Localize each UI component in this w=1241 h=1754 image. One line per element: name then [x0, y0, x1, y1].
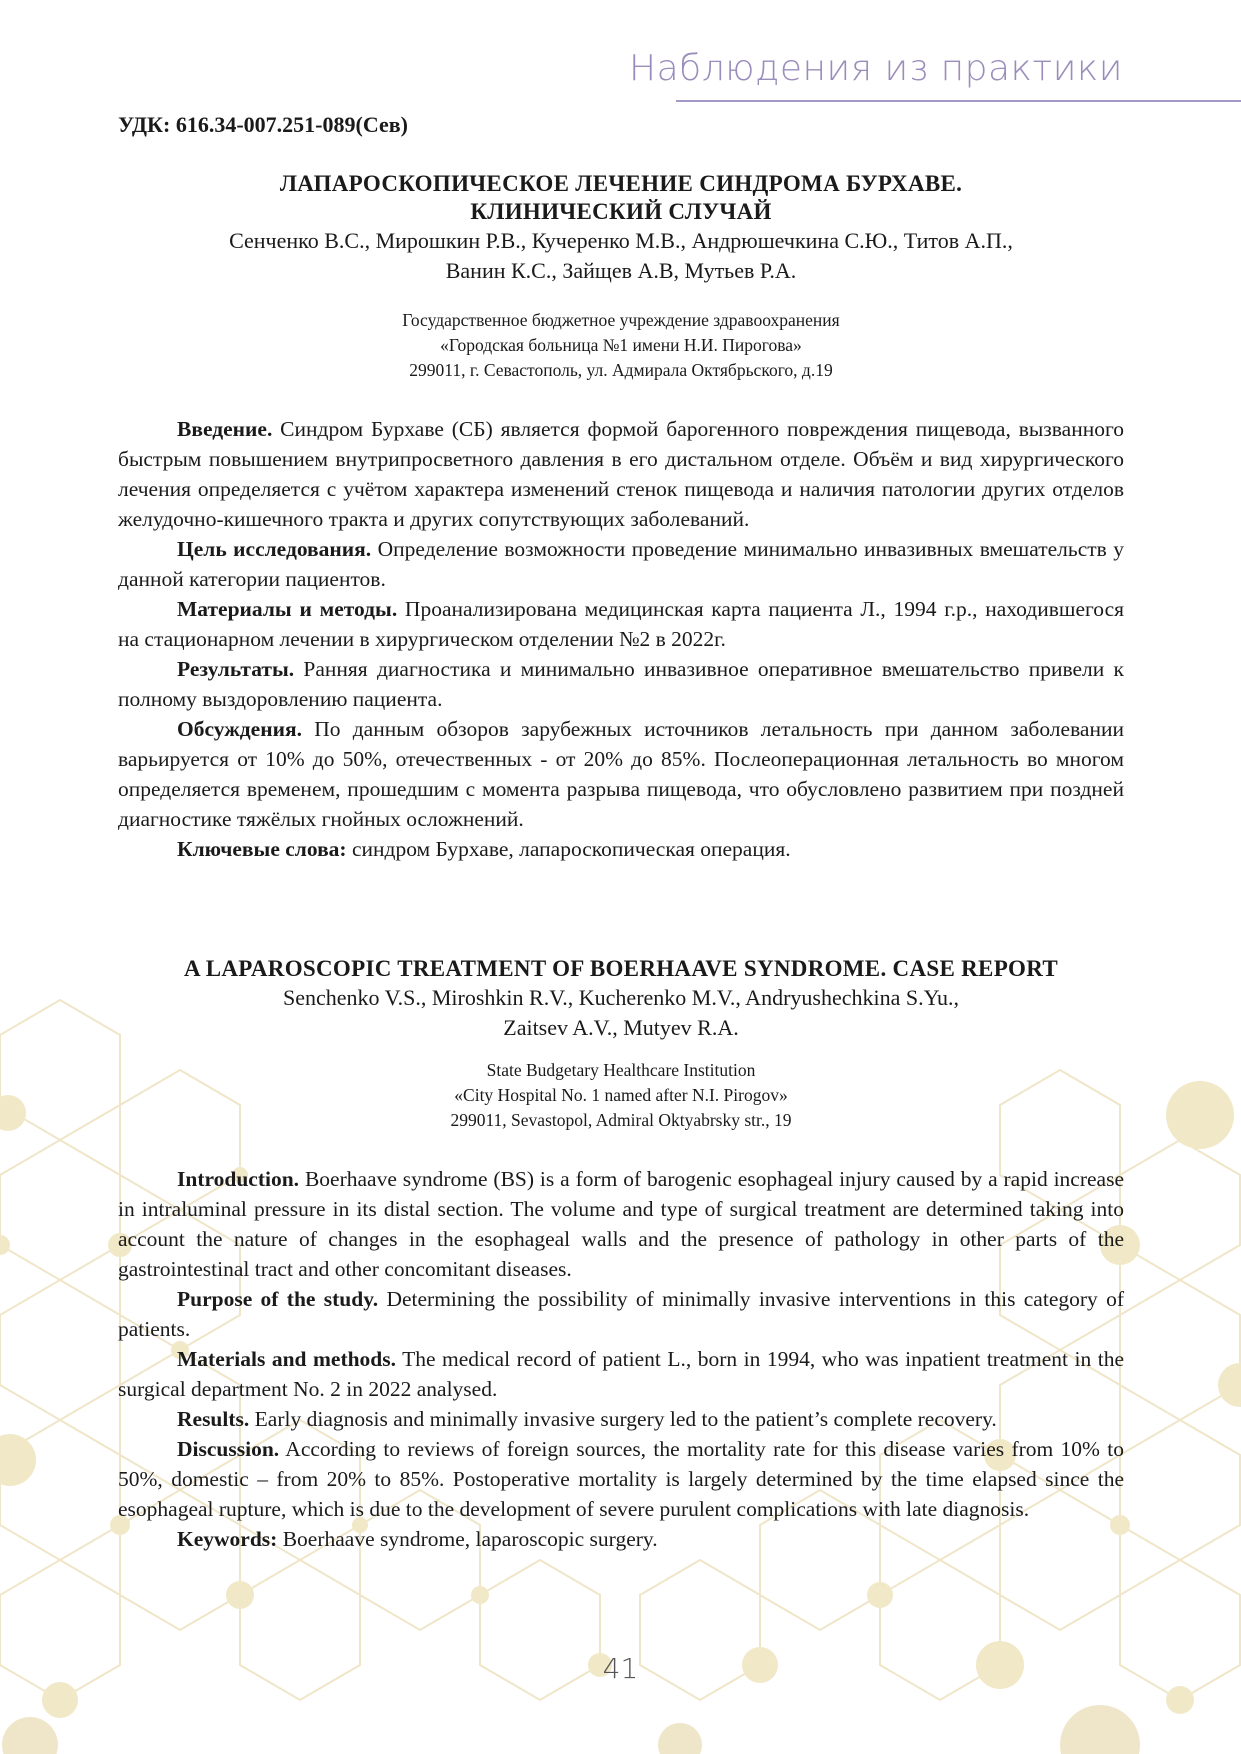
- ru-paragraph-purpose: [118, 534, 1124, 594]
- ru-text-discussion: По данным обзоров зарубежных источников летальность при данном заболевании варьируется от 10% до 50%, отечественных - от 20% до 85%. Послеоперационная летальность во многом определяется временем, прошедшим с момента разрыва пищевода, что обусловлено развитием при поздней диагностике тяжёлых гнойных осложнений.: [118, 717, 1124, 831]
- en-label-methods: Materials and methods.: [177, 1347, 397, 1371]
- en-text-introduction: Boerhaave syndrome (BS) is a form of barogenic esophageal injury caused by a rapid increase in intraluminal pressure in its distal section. The volume and type of surgical treatment are determined taking into account the nature of changes in the esophageal walls and the presence of pathology in other parts of the gastrointestinal tract and other concomitant diseases.: [118, 1167, 1124, 1281]
- ru-paragraph-results: [118, 654, 1124, 714]
- ru-label-results: Результаты.: [177, 657, 295, 681]
- ru-authors-line-2: Ванин К.С., Зайщев А.В, Мутьев Р.А.: [445, 258, 797, 283]
- ru-affiliation: [118, 308, 1124, 383]
- ru-affil-line-2: «Городская больница №1 имени Н.И. Пирогова»: [440, 335, 802, 355]
- en-label-keywords: Keywords:: [177, 1527, 278, 1551]
- en-paragraph-results: [118, 1404, 1124, 1434]
- en-affiliation: [118, 1058, 1124, 1133]
- ru-text-purpose: Определение возможности проведение минимально инвазивных вмешательств у данной категории пациентов.: [118, 537, 1124, 591]
- section-header: Наблюдения из практики: [629, 48, 1123, 89]
- en-text-methods: The medical record of patient L., born in 1994, who was inpatient treatment in the surgical department No. 2 in 2022 analysed.: [118, 1347, 1124, 1401]
- en-paragraph-methods: [118, 1344, 1124, 1404]
- en-text-keywords: Boerhaave syndrome, laparoscopic surgery.: [277, 1527, 658, 1551]
- en-text-discussion: According to reviews of foreign sources, the mortality rate for this disease varies from 10% to 50%, domestic – from 20% to 85%. Postoperative mortality is largely determined by the time elapsed since the esophageal rupture, which is due to the development of severe purulent complications with late diagnosis.: [118, 1437, 1124, 1521]
- ru-label-purpose: Цель исследования.: [177, 537, 372, 561]
- en-title: A LAPAROSCOPIC TREATMENT OF BOERHAAVE SYNDROME. CASE REPORT: [184, 956, 1058, 981]
- page-number: 41: [602, 1652, 639, 1685]
- ru-text-results: Ранняя диагностика и минимально инвазивное оперативное вмешательство привели к полному выздоровлению пациента.: [118, 657, 1124, 711]
- en-abstract: [118, 1164, 1124, 1554]
- ru-title-line-1: ЛАПАРОСКОПИЧЕСКОЕ ЛЕЧЕНИЕ СИНДРОМА БУРХАВЕ.: [279, 171, 963, 196]
- en-affil-line-3: 299011, Sevastopol, Admiral Oktyabrsky str., 19: [450, 1110, 792, 1130]
- en-authors-line-2: Zaitsev A.V., Mutyev R.A.: [503, 1015, 739, 1040]
- ru-affil-line-3: 299011, г. Севастополь, ул. Адмирала Октябрьского, д.19: [409, 360, 833, 380]
- ru-paragraph-introduction: [118, 414, 1124, 534]
- ru-paragraph-methods: [118, 594, 1124, 654]
- ru-abstract: [118, 414, 1124, 864]
- en-label-discussion: Discussion.: [177, 1437, 280, 1461]
- header-divider: [676, 100, 1241, 102]
- en-paragraph-discussion: [118, 1434, 1124, 1524]
- en-text-purpose: Determining the possibility of minimally invasive interventions in this category of patients.: [118, 1287, 1124, 1341]
- en-text-results: Early diagnosis and minimally invasive surgery led to the patient’s complete recovery.: [249, 1407, 997, 1431]
- en-label-results: Results.: [177, 1407, 250, 1431]
- ru-affil-line-1: Государственное бюджетное учреждение здравоохранения: [402, 310, 840, 330]
- ru-label-keywords: Ключевые слова:: [177, 837, 347, 861]
- ru-label-introduction: Введение.: [177, 417, 273, 441]
- ru-text-keywords: синдром Бурхаве, лапароскопическая операция.: [346, 837, 791, 861]
- en-paragraph-keywords: [118, 1524, 1124, 1554]
- ru-authors-line-1: Сенченко В.С., Мирошкин Р.В., Кучеренко М.В., Андрюшечкина С.Ю., Титов А.П.,: [229, 228, 1013, 253]
- ru-label-discussion: Обсуждения.: [177, 717, 302, 741]
- ru-text-introduction: Синдром Бурхаве (СБ) является формой барогенного повреждения пищевода, вызванного быстрым повышением внутрипросветного давления в его дистальном отделе. Объём и вид хирургического лечения определяется с учётом характера изменений стенок пищевода и наличия патологии других отделов желудочно-кишечного тракта и других сопутствующих заболеваний.: [118, 417, 1124, 531]
- ru-text-methods: Проанализирована медицинская карта пациента Л., 1994 г.р., находившегося на стационарном лечении в хирургическом отделении №2 в 2022г.: [118, 597, 1124, 651]
- ru-paragraph-keywords: [118, 834, 1124, 864]
- udk-code: УДК: 616.34-007.251-089(Сев): [118, 112, 408, 137]
- en-affil-line-2: «City Hospital No. 1 named after N.I. Pirogov»: [454, 1085, 788, 1105]
- en-paragraph-purpose: [118, 1284, 1124, 1344]
- en-authors-line-1: Senchenko V.S., Miroshkin R.V., Kucherenko M.V., Andryushechkina S.Yu.,: [282, 985, 960, 1010]
- ru-title-line-2: КЛИНИЧЕСКИЙ СЛУЧАЙ: [470, 199, 772, 224]
- en-affil-line-1: State Budgetary Healthcare Institution: [486, 1060, 756, 1080]
- en-title-block: [118, 955, 1124, 1043]
- en-label-introduction: Introduction.: [177, 1167, 300, 1191]
- ru-paragraph-discussion: [118, 714, 1124, 834]
- en-label-purpose: Purpose of the study.: [177, 1287, 379, 1311]
- ru-label-methods: Материалы и методы.: [177, 597, 398, 621]
- en-paragraph-introduction: [118, 1164, 1124, 1284]
- ru-title-block: [118, 170, 1124, 286]
